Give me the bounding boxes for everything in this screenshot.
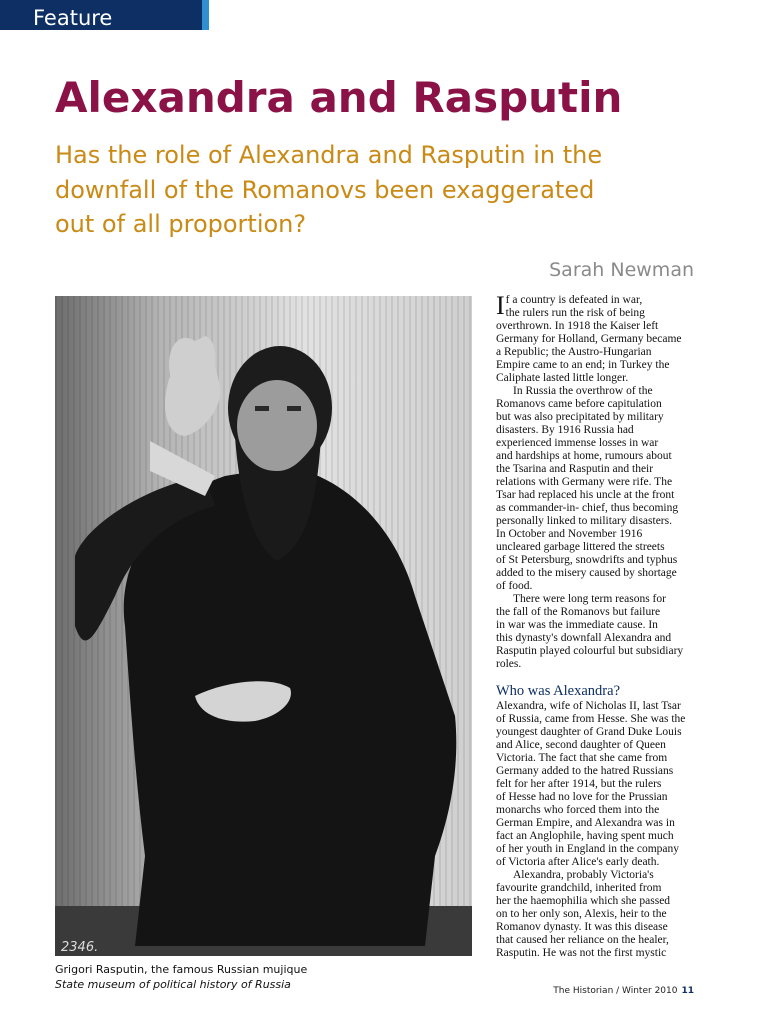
- body-line: a Republic; the Austro-Hungarian: [496, 346, 652, 358]
- body-line: Alexandra, probably Victoria's: [513, 869, 654, 881]
- body-line: disasters. By 1916 Russia had: [496, 424, 634, 436]
- body-line: roles.: [496, 658, 522, 670]
- body-line: this dynasty's downfall Alexandra and: [496, 632, 672, 644]
- body-line: uncleared garbage littered the streets: [496, 541, 665, 553]
- standfirst-line: Has the role of Alexandra and Rasputin in the: [55, 141, 603, 169]
- standfirst-line: out of all proportion?: [55, 210, 307, 238]
- feature-banner-accent: [202, 0, 209, 30]
- body-line: added to the misery caused by shortage: [496, 567, 677, 579]
- body-line: but was also precipitated by military: [496, 411, 664, 423]
- article-standfirst: [55, 138, 715, 242]
- body-line: experienced immense losses in war: [496, 437, 659, 449]
- body-line: Germany for Holland, Germany became: [496, 333, 682, 345]
- body-line: the rulers run the risk of being: [505, 307, 645, 319]
- body-line: of Victoria after Alice's early death.: [496, 856, 660, 868]
- section-label: Feature: [33, 6, 113, 30]
- body-line: and hardships at home, rumours about: [496, 450, 672, 462]
- body-line: favourite grandchild, inherited from: [496, 882, 662, 894]
- body-line: on to her only son, Alexis, heir to the: [496, 908, 667, 920]
- body-line: her the haemophilia which she passed: [496, 895, 671, 907]
- body-line: the fall of the Romanovs but failure: [496, 606, 661, 618]
- section-subheading: Who was Alexandra?: [496, 683, 621, 699]
- article-body: [496, 291, 702, 960]
- body-line: personally linked to military disasters.: [496, 515, 672, 527]
- body-line: Romanov dynasty. It was this disease: [496, 921, 668, 933]
- body-line: relations with Germany were rife. The: [496, 476, 673, 488]
- body-line: There were long term reasons for: [513, 593, 666, 605]
- body-line: German Empire, and Alexandra was in: [496, 817, 675, 829]
- body-line: that caused her reliance on the healer,: [496, 934, 669, 946]
- body-line: of St Petersburg, snowdrifts and typhus: [496, 554, 678, 566]
- body-line: Rasputin played colourful but subsidiary: [496, 645, 684, 657]
- photo-plate-mark: 2346.: [61, 940, 99, 955]
- photo-caption-block: [55, 962, 475, 992]
- body-line: in war was the immediate cause. In: [496, 619, 658, 631]
- publication-name: The Historian / Winter 2010: [553, 986, 678, 996]
- drop-cap: I: [496, 291, 505, 320]
- body-line: the Tsarina and Rasputin and their: [496, 463, 654, 475]
- body-line: Romanovs came before capitulation: [496, 398, 662, 410]
- body-line: monarchs who forced them into the: [496, 804, 660, 816]
- body-line: fact an Anglophile, having spent much: [496, 830, 674, 842]
- body-line: f a country is defeated in war,: [505, 294, 643, 306]
- author-byline: Sarah Newman: [549, 259, 694, 281]
- body-line: of Hesse had no love for the Prussian: [496, 791, 668, 803]
- standfirst-line: downfall of the Romanovs been exaggerated: [55, 175, 595, 204]
- photo-caption: Grigori Rasputin, the famous Russian mujique: [55, 963, 308, 976]
- body-line: as commander-in- chief, thus becoming: [496, 502, 679, 514]
- body-line: Rasputin. He was not the first mystic: [496, 947, 667, 959]
- page-number: 11: [681, 986, 694, 996]
- body-line: of Russia, came from Hesse. She was the: [496, 713, 686, 725]
- body-line: In Russia the overthrow of the: [513, 385, 653, 397]
- body-line: Alexandra, wife of Nicholas II, last Tsar: [496, 700, 681, 712]
- page-footer: [553, 985, 694, 997]
- body-line: Germany added to the hatred Russians: [496, 765, 674, 777]
- body-line: overthrown. In 1918 the Kaiser left: [496, 320, 659, 332]
- body-line: Empire came to an end; in Turkey the: [496, 359, 670, 371]
- body-line: youngest daughter of Grand Duke Louis: [496, 726, 682, 738]
- rasputin-photo: [55, 296, 472, 956]
- body-line: of her youth in England in the company: [496, 843, 680, 855]
- body-line: felt for her after 1914, but the rulers: [496, 778, 662, 790]
- body-line: Victoria. The fact that she came from: [496, 752, 668, 764]
- article-title: Alexandra and Rasputin: [55, 73, 623, 122]
- body-line: of food.: [496, 580, 533, 592]
- body-line: Tsar had replaced his uncle at the front: [496, 489, 675, 501]
- photo-credit: State museum of political history of Russia: [55, 978, 291, 991]
- body-line: Caliphate lasted little longer.: [496, 372, 629, 384]
- body-line: In October and November 1916: [496, 528, 643, 540]
- body-line: and Alice, second daughter of Queen: [496, 739, 666, 751]
